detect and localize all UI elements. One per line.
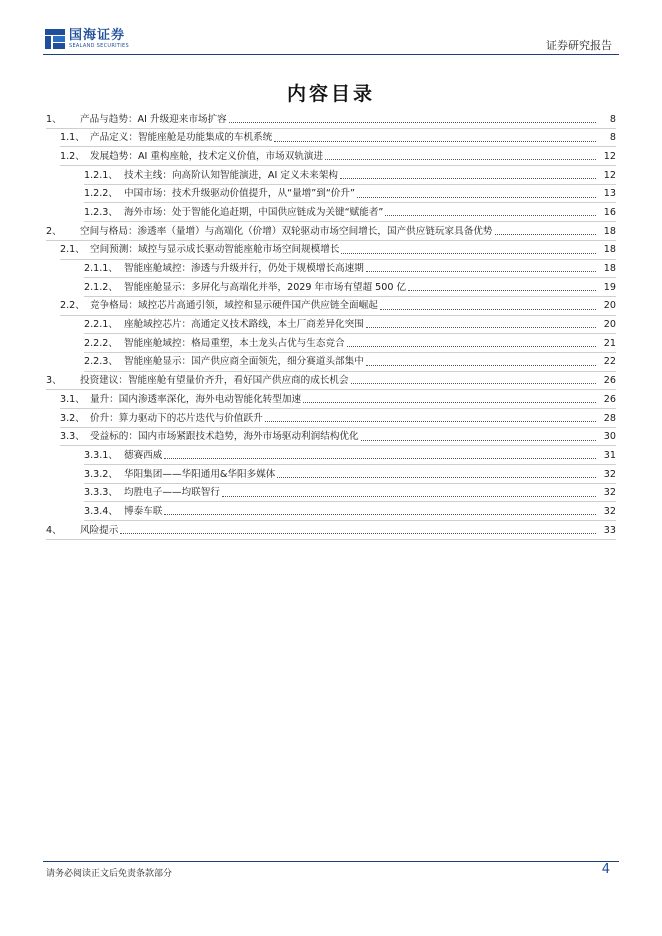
toc-leader-dots [351, 383, 596, 384]
toc-entry-number: 2、 [46, 225, 62, 237]
toc-entry[interactable] [46, 316, 616, 335]
toc-entry-number: 1.2.2、 [84, 188, 119, 200]
toc-leader-dots [222, 496, 596, 497]
toc-entry-page: 16 [603, 206, 616, 218]
table-of-contents [46, 110, 616, 540]
toc-entry-number: 3.2、 [60, 412, 85, 424]
toc-leader-dots [265, 421, 596, 422]
company-logo [45, 29, 129, 49]
toc-entry-number: 3.3.3、 [84, 487, 119, 499]
toc-entry[interactable] [46, 484, 616, 503]
toc-entry[interactable] [46, 502, 616, 521]
toc-entry[interactable] [46, 465, 616, 484]
footer-divider [43, 861, 619, 862]
toc-entry-page: 26 [603, 375, 616, 387]
toc-entry-title: 量升：国内渗透率深化，海外电动智能化转型加速 [90, 393, 302, 405]
toc-entry[interactable] [46, 390, 616, 409]
toc-leader-dots [385, 215, 596, 216]
toc-entry-title: 博泰车联 [124, 505, 163, 517]
toc-entry-number: 3.3.4、 [84, 505, 119, 517]
toc-entry-number: 2.1.1、 [84, 263, 119, 275]
toc-entry-number: 4、 [46, 524, 62, 536]
toc-leader-dots [303, 402, 596, 403]
toc-entry-page: 20 [603, 300, 616, 312]
toc-entry-number: 2.1、 [60, 244, 85, 256]
toc-entry-title: 德赛西威 [124, 449, 163, 461]
logo-name-en: SEALAND SECURITIES [69, 43, 129, 49]
toc-leader-dots [366, 327, 596, 328]
page-number: 4 [601, 862, 610, 877]
toc-entry-page: 12 [603, 169, 616, 181]
toc-entry[interactable] [46, 409, 616, 428]
toc-entry[interactable] [46, 297, 616, 316]
report-type-label: 证券研究报告 [546, 39, 612, 52]
toc-entry[interactable] [46, 241, 616, 260]
toc-leader-dots [366, 365, 596, 366]
toc-entry-number: 2.2.2、 [84, 337, 119, 349]
toc-entry-number: 1、 [46, 113, 62, 125]
toc-entry-title: 智能座舱域控：格局重塑，本土龙头占优与生态竞合 [124, 337, 345, 349]
toc-leader-dots [164, 458, 596, 459]
toc-entry-page: 8 [609, 132, 616, 144]
toc-entry-page: 32 [603, 487, 616, 499]
toc-entry-page: 12 [603, 150, 616, 162]
toc-entry-number: 3.3、 [60, 431, 85, 443]
toc-leader-dots [274, 141, 596, 142]
toc-entry-number: 3.1、 [60, 393, 85, 405]
toc-entry-title: 受益标的：国内市场紧跟技术趋势，海外市场驱动利润结构优化 [90, 431, 359, 443]
logo-name-cn: 国海证券 [69, 28, 126, 43]
sealand-logo-icon [45, 29, 65, 49]
toc-entry-title: 竞争格局：域控芯片高通引领，域控和显示硬件国产供应链全面崛起 [90, 300, 378, 312]
toc-entry-number: 3、 [46, 375, 62, 387]
toc-entry-page: 13 [603, 188, 616, 200]
toc-entry-number: 1.2、 [60, 150, 85, 162]
toc-entry[interactable] [46, 110, 616, 129]
toc-entry[interactable] [46, 185, 616, 204]
toc-entry[interactable] [46, 222, 616, 241]
toc-entry-title: 华阳集团——华阳通用&华阳多媒体 [124, 468, 276, 480]
toc-entry[interactable] [46, 428, 616, 447]
toc-entry-title: 发展趋势：AI 重构座舱，技术定义价值，市场双轨演进 [90, 150, 324, 162]
toc-entry-page: 26 [603, 393, 616, 405]
toc-leader-dots [361, 440, 596, 441]
toc-leader-dots [325, 159, 596, 160]
page-title: 内容目录 [286, 83, 375, 105]
toc-entry-page: 22 [603, 356, 616, 368]
header-divider [43, 54, 619, 55]
toc-entry-page: 28 [603, 412, 616, 424]
toc-entry-title: 风险提示 [80, 524, 119, 536]
toc-entry-title: 空间预测：域控与显示成长驱动智能座舱市场空间规模增长 [90, 244, 340, 256]
toc-entry-title: 产品与趋势：AI 升级迎来市场扩容 [80, 113, 227, 125]
toc-entry-page: 30 [603, 431, 616, 443]
toc-entry-title: 产品定义：智能座舱是功能集成的车机系统 [90, 132, 273, 144]
toc-entry-title: 海外市场：处于智能化追赶期，中国供应链成为关键“赋能者” [124, 206, 384, 218]
toc-entry[interactable] [46, 353, 616, 372]
toc-leader-dots [120, 533, 596, 534]
toc-leader-dots [495, 234, 596, 235]
toc-entry-page: 20 [603, 319, 616, 331]
footer-disclaimer: 请务必阅读正文后免责条款部分 [46, 869, 173, 879]
toc-entry-number: 2.1.2、 [84, 281, 119, 293]
toc-entry-title: 均胜电子——均联智行 [124, 487, 220, 499]
toc-entry-number: 3.3.2、 [84, 468, 119, 480]
toc-entry[interactable] [46, 129, 616, 148]
toc-leader-dots [164, 514, 596, 515]
toc-leader-dots [366, 271, 596, 272]
toc-entry-page: 18 [603, 244, 616, 256]
toc-entry-page: 33 [603, 524, 616, 536]
toc-entry[interactable] [46, 147, 616, 166]
toc-entry-number: 3.3.1、 [84, 449, 119, 461]
toc-entry-page: 8 [609, 113, 616, 125]
toc-leader-dots [341, 253, 596, 254]
toc-entry-page: 19 [603, 281, 616, 293]
toc-entry-title: 智能座舱域控：渗透与升级并行，仍处于规模增长高速期 [124, 263, 364, 275]
toc-entry[interactable] [46, 203, 616, 222]
toc-entry-title: 空间与格局：渗透率（量增）与高端化（价增）双轮驱动市场空间增长，国产供应链玩家具备优势 [80, 225, 493, 237]
toc-entry-title: 中国市场：技术升级驱动价值提升，从“量增”到“价升” [124, 188, 355, 200]
toc-entry[interactable] [46, 372, 616, 391]
toc-entry-number: 2.2.3、 [84, 356, 119, 368]
toc-entry-title: 价升：算力驱动下的芯片迭代与价值跃升 [90, 412, 263, 424]
toc-entry-number: 1.2.3、 [84, 206, 119, 218]
toc-entry-title: 智能座舱显示：多屏化与高端化并举，2029 年市场有望超 500 亿 [124, 281, 407, 293]
toc-leader-dots [229, 122, 596, 123]
toc-entry-number: 1.2.1、 [84, 169, 119, 181]
toc-entry-number: 2.2.1、 [84, 319, 119, 331]
toc-leader-dots [340, 178, 596, 179]
toc-entry[interactable] [46, 334, 616, 353]
toc-entry-title: 投资建议：智能座舱有望量价齐升，看好国产供应商的成长机会 [80, 375, 349, 387]
toc-entry-number: 2.2、 [60, 300, 85, 312]
toc-entry-title: 智能座舱显示：国产供应商全面领先，细分赛道头部集中 [124, 356, 364, 368]
toc-entry[interactable] [46, 260, 616, 279]
toc-entry-page: 31 [603, 449, 616, 461]
toc-entry[interactable] [46, 278, 616, 297]
toc-entry-page: 32 [603, 505, 616, 517]
toc-entry-title: 技术主线：向高阶认知智能演进，AI 定义未来架构 [124, 169, 338, 181]
toc-entry[interactable] [46, 446, 616, 465]
toc-entry-number: 1.1、 [60, 132, 85, 144]
toc-entry-page: 18 [603, 263, 616, 275]
toc-entry-page: 21 [603, 337, 616, 349]
toc-leader-dots [357, 197, 596, 198]
toc-entry[interactable] [46, 521, 616, 540]
toc-entry[interactable] [46, 166, 616, 185]
toc-entry-page: 18 [603, 225, 616, 237]
toc-leader-dots [347, 346, 596, 347]
toc-leader-dots [408, 290, 596, 291]
toc-leader-dots [277, 477, 596, 478]
toc-leader-dots [380, 309, 596, 310]
toc-entry-title: 座舱域控芯片：高通定义技术路线，本土厂商差异化突围 [124, 319, 364, 331]
toc-entry-page: 32 [603, 468, 616, 480]
